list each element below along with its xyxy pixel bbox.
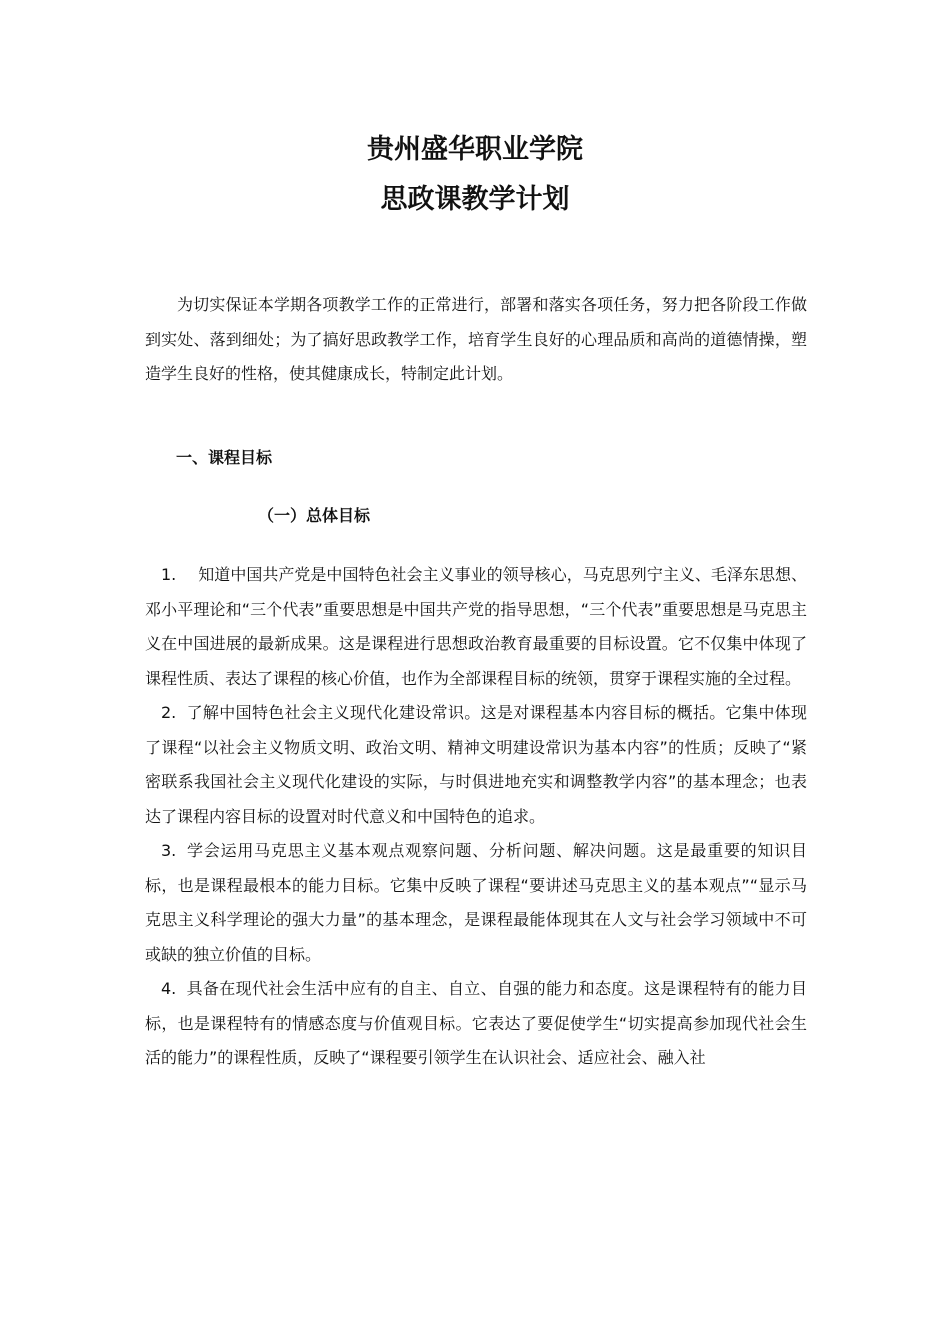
list-item [145, 834, 807, 972]
intro-paragraph: 为切实保证本学期各项教学工作的正常进行，部署和落实各项任务，努力把各阶段工作做到实处、落到细处；为了搞好思政教学工作，培育学生良好的心理品质和高尚的道德情操，塑造学生良好的性格，使其健康成长，特制定此计划。 [145, 295, 807, 383]
document-title-school: 贵州盛华职业学院 [367, 134, 583, 165]
list-item-number: 2. [161, 703, 177, 722]
list-item-number: 3. [161, 841, 177, 860]
list-item-number: 1. [161, 565, 177, 584]
list-item-text: 具备在现代社会生活中应有的自主、自立、自强的能力和态度。这是课程特有的能力目标，也是课程特有的情感态度与价值观目标。它表达了要促使学生“切实提高参加现代社会生活的能力”的课程性质，反映了“课程要引领学生在认识社会、适应社会、融入社 [145, 979, 807, 1067]
goal-list [145, 558, 807, 1076]
section-heading-course-goals: 一、课程目标 [176, 448, 273, 467]
list-item [145, 696, 807, 834]
list-item [145, 972, 807, 1076]
list-item-text: 学会运用马克思主义基本观点观察问题、分析问题、解决问题。这是最重要的知识目标，也是课程最根本的能力目标。它集中反映了课程“要讲述马克思主义的基本观点”“显示马克思主义科学理论的强大力量”的基本理念，是课程最能体现其在人文与社会学习领域中不可或缺的独立价值的目标。 [145, 841, 807, 964]
list-item [145, 558, 807, 696]
document-title-plan: 思政课教学计划 [380, 184, 570, 215]
list-item-text: 了解中国特色社会主义现代化建设常识。这是对课程基本内容目标的概括。它集中体现了课程“以社会主义物质文明、政治文明、精神文明建设常识为基本内容”的性质；反映了“紧密联系我国社会主义现代化建设的实际，与时俱进地充实和调整教学内容”的基本理念；也表达了课程内容目标的设置对时代意义和中国特色的追求。 [145, 703, 807, 826]
list-item-number: 4. [161, 979, 177, 998]
subsection-heading-overall-goals: （一）总体目标 [258, 506, 371, 525]
list-item-text: 知道中国共产党是中国特色社会主义事业的领导核心，马克思列宁主义、毛泽东思想、邓小平理论和“三个代表”重要思想是中国共产党的指导思想，“三个代表”重要思想是马克思主义在中国进展的最新成果。这是课程进行思想政治教育最重要的目标设置。它不仅集中体现了课程性质、表达了课程的核心价值，也作为全部课程目标的统领，贯穿于课程实施的全过程。 [145, 565, 807, 688]
